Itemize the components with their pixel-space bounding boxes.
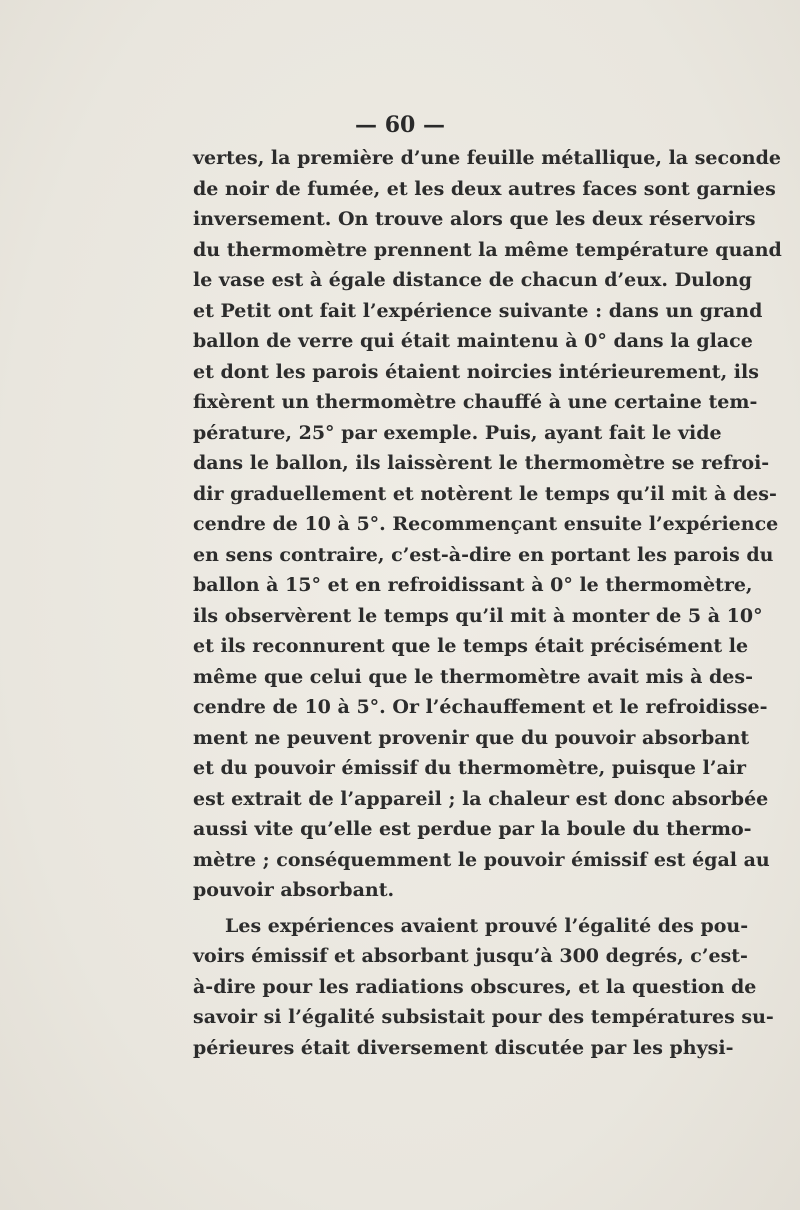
text-line: du thermomètre prennent la même température quand	[193, 238, 782, 261]
text-line: Les expériences avaient prouvé l’égalité des pou-	[225, 914, 749, 937]
paragraph-2	[193, 911, 774, 1064]
text-line: même que celui que le thermomètre avait mis à des-	[193, 665, 753, 688]
paragraph-1	[193, 143, 782, 906]
text-line: mètre ; conséquemment le pouvoir émissif est égal au	[193, 848, 770, 871]
text-line: et Petit ont fait l’expérience suivante : dans un grand	[193, 299, 763, 322]
page-number: — 60 —	[355, 112, 445, 138]
text-line: cendre de 10 à 5°. Or l’échauffement et le refroidisse-	[193, 696, 768, 718]
text-line: ballon à 15° et en refroidissant à 0° le thermomètre,	[193, 574, 753, 596]
text-line: pérature, 25° par exemple. Puis, ayant fait le vide	[193, 421, 722, 444]
text-line: vertes, la première d’une feuille métallique, la seconde	[193, 147, 781, 169]
text-line: périeures était diversement discutée par les physi-	[193, 1036, 734, 1059]
text-line: et du pouvoir émissif du thermomètre, puisque l’air	[193, 757, 746, 779]
text-line: en sens contraire, c’est-à-dire en portant les parois du	[193, 543, 774, 566]
text-line: cendre de 10 à 5°. Recommençant ensuite l’expérience	[193, 513, 779, 535]
text-line: ballon de verre qui était maintenu à 0° dans la glace	[193, 330, 753, 352]
text-line: dir graduellement et notèrent le temps qu’il mit à des-	[193, 482, 777, 505]
text-line: inversement. On trouve alors que les deux réservoirs	[193, 208, 756, 230]
text-line: est extrait de l’appareil ; la chaleur est donc absorbée	[193, 787, 769, 810]
text-line: de noir de fumée, et les deux autres faces sont garnies	[193, 177, 776, 200]
text-line: dans le ballon, ils laissèrent le thermomètre se refroi-	[193, 452, 770, 474]
text-line: le vase est à égale distance de chacun d’eux. Dulong	[193, 269, 752, 291]
text-line: fixèrent un thermomètre chauffé à une certaine tem-	[193, 391, 758, 413]
text-line: pouvoir absorbant.	[193, 879, 395, 901]
text-line: voirs émissif et absorbant jusqu’à 300 degrés, c’est-	[193, 945, 748, 967]
text-line: aussi vite qu’elle est perdue par la boule du thermo-	[193, 818, 752, 840]
text-line: à-dire pour les radiations obscures, et la question de	[193, 975, 757, 998]
text-line: ils observèrent le temps qu’il mit à monter de 5 à 10°	[193, 604, 763, 627]
text-line: savoir si l’égalité subsistait pour des températures su-	[193, 1006, 774, 1028]
text-line: et ils reconnurent que le temps était précisément le	[193, 635, 749, 657]
body-text	[193, 143, 782, 1063]
text-line: ment ne peuvent provenir que du pouvoir absorbant	[193, 726, 750, 749]
text-line: et dont les parois étaient noircies intérieurement, ils	[193, 360, 759, 383]
